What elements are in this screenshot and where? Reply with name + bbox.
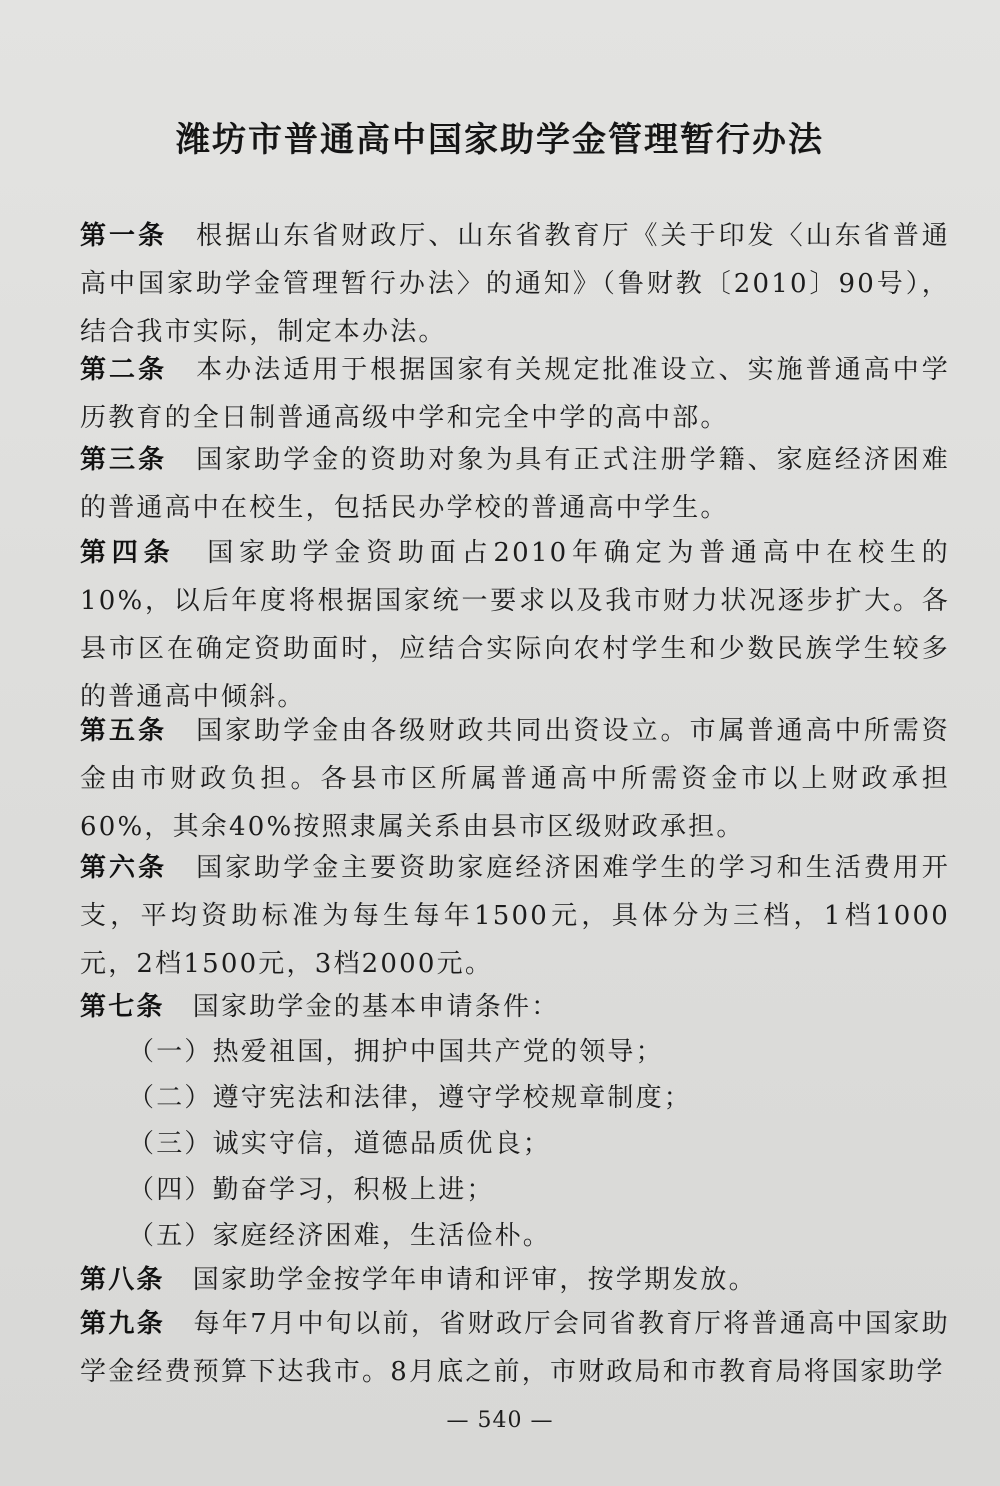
article-3 <box>80 436 950 532</box>
article-6 <box>80 844 950 988</box>
article-7 <box>80 983 950 1031</box>
page-number: — 540 — <box>446 1408 554 1433</box>
article-8 <box>80 1256 950 1304</box>
article-5 <box>80 707 950 851</box>
article-label: 第三条 <box>80 445 168 475</box>
article-9 <box>80 1300 950 1396</box>
article-label: 第二条 <box>80 355 168 385</box>
article-text: 国家助学金主要资助家庭经济困难学生的学习和生活费用开支，平均资助标准为每生每年1500元，具体分为三档，1档1000元，2档1500元，3档2000元。 <box>80 853 950 979</box>
article-label: 第一条 <box>80 221 168 251</box>
article-text: 根据山东省财政厅、山东省教育厅《关于印发〈山东省普通高中国家助学金管理暂行办法〉的通知》（鲁财教〔2010〕90号），结合我市实际，制定本办法。 <box>80 221 950 347</box>
document-title: 潍坊市普通高中国家助学金管理暂行办法 <box>176 120 824 160</box>
article-text: 国家助学金的基本申请条件： <box>164 992 560 1022</box>
condition-item: （五）家庭经济困难，生活俭朴。 <box>128 1221 552 1251</box>
article-label: 第六条 <box>80 853 168 883</box>
article-label: 第九条 <box>80 1309 166 1339</box>
article-label: 第七条 <box>80 992 165 1022</box>
article-text: 每年7月中旬以前，省财政厅会同省教育厅将普通高中国家助学金经费预算下达我市。8月底之前，市财政局和市教育局将国家助学 <box>80 1309 950 1387</box>
article-2 <box>80 346 950 442</box>
article-text: 本办法适用于根据国家有关规定批准设立、实施普通高中学历教育的全日制普通高级中学和完全中学的高中部。 <box>80 355 950 433</box>
article-4 <box>80 529 950 721</box>
article-text: 国家助学金按学年申请和评审，按学期发放。 <box>164 1265 757 1295</box>
article-text: 国家助学金由各级财政共同出资设立。市属普通高中所需资金由市财政负担。各县市区所属普通高中所需资金市以上财政承担60%，其余40%按照隶属关系由县市区级财政承担。 <box>80 716 950 842</box>
article-label: 第八条 <box>80 1265 165 1295</box>
condition-item: （四）勤奋学习，积极上进； <box>128 1175 495 1205</box>
condition-item: （三）诚实守信，道德品质优良； <box>128 1129 552 1159</box>
condition-item: （二）遵守宪法和法律，遵守学校规章制度； <box>128 1083 693 1113</box>
article-1 <box>80 212 950 356</box>
condition-item: （一）热爱祖国，拥护中国共产党的领导； <box>128 1037 664 1067</box>
article-label: 第五条 <box>80 716 168 746</box>
article-text: 国家助学金资助面占2010年确定为普通高中在校生的10%，以后年度将根据国家统一要求以及我市财力状况逐步扩大。各县市区在确定资助面时，应结合实际向农村学生和少数民族学生较多的普通高中倾斜。 <box>80 538 950 712</box>
article-text: 国家助学金的资助对象为具有正式注册学籍、家庭经济困难的普通高中在校生，包括民办学校的普通高中学生。 <box>80 445 950 523</box>
article-label: 第四条 <box>80 538 176 568</box>
